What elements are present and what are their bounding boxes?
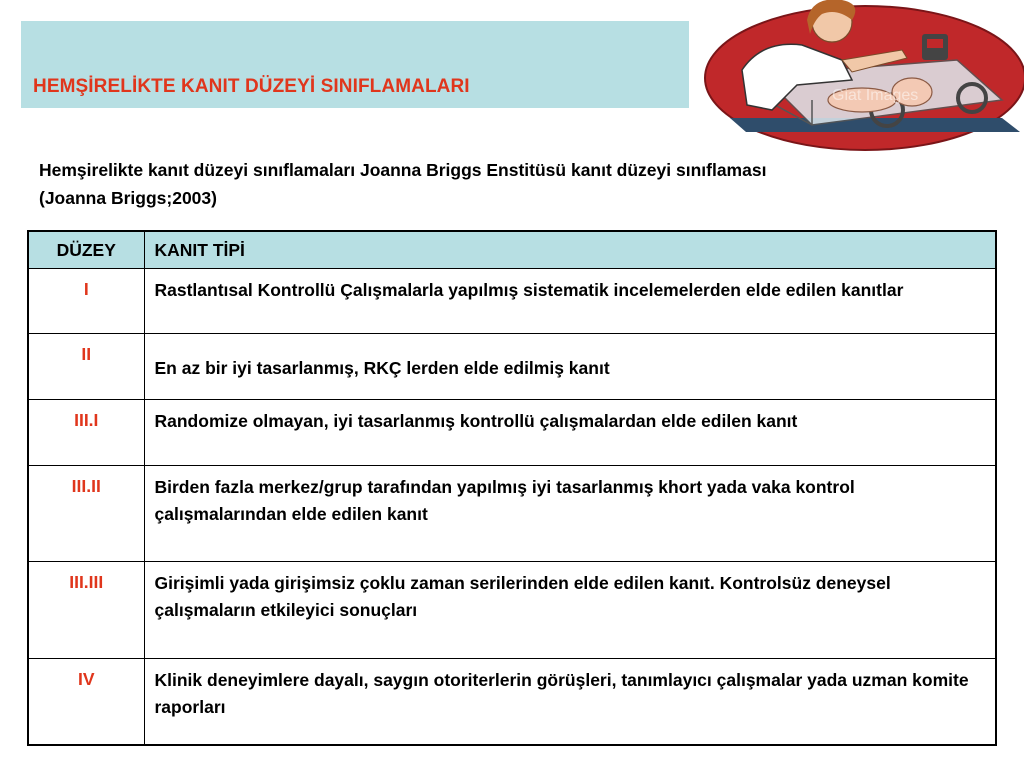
table-row [28,400,996,466]
level-cell: II [28,334,144,400]
table-row [28,466,996,562]
watermark-text: Giat Images [832,87,919,104]
description-cell: Girişimli yada girişimsiz çoklu zaman serilerinden elde edilen kanıt. Kontrolsüz deneysel çalışmaların etkileyici sonuçları [144,562,996,659]
level-cell: III.I [28,400,144,466]
description-cell: Randomize olmayan, iyi tasarlanmış kontrollü çalışmalardan elde edilen kanıt [144,400,996,466]
table-row [28,562,996,659]
table-row [28,334,996,400]
intro-text [39,156,999,212]
level-cell: I [28,269,144,334]
table-row [28,659,996,745]
level-cell: III.II [28,466,144,562]
table-row [28,269,996,334]
description-cell: En az bir iyi tasarlanmış, RKÇ lerden elde edilmiş kanıt [144,334,996,400]
page-title: HEMŞİRELİKTE KANIT DÜZEYİ SINIFLAMALARI [33,76,470,97]
title-bar [21,21,689,108]
level-cell: IV [28,659,144,745]
description-cell: Rastlantısal Kontrollü Çalışmalarla yapılmış sistematik incelemelerden elde edilen kanıtlar [144,269,996,334]
description-cell: Klinik deneyimlere dayalı, saygın otoriterlerin görüşleri, tanımlayıcı çalışmalar yada uzman komite raporları [144,659,996,745]
nurse-incubator-illustration [702,0,1024,160]
intro-line-1: Hemşirelikte kanıt düzeyi sınıflamaları Joanna Briggs Enstitüsü kanıt düzeyi sınıflaması [39,160,767,180]
column-header-type: KANIT TİPİ [144,231,996,269]
column-header-level: DÜZEY [28,231,144,269]
table-header-row [28,231,996,269]
description-cell: Birden fazla merkez/grup tarafından yapılmış iyi tasarlanmış khort yada vaka kontrol çalışmalarından elde edilen kanıt [144,466,996,562]
intro-line-2: (Joanna Briggs;2003) [39,188,217,208]
level-cell: III.III [28,562,144,659]
evidence-level-table [27,230,997,746]
